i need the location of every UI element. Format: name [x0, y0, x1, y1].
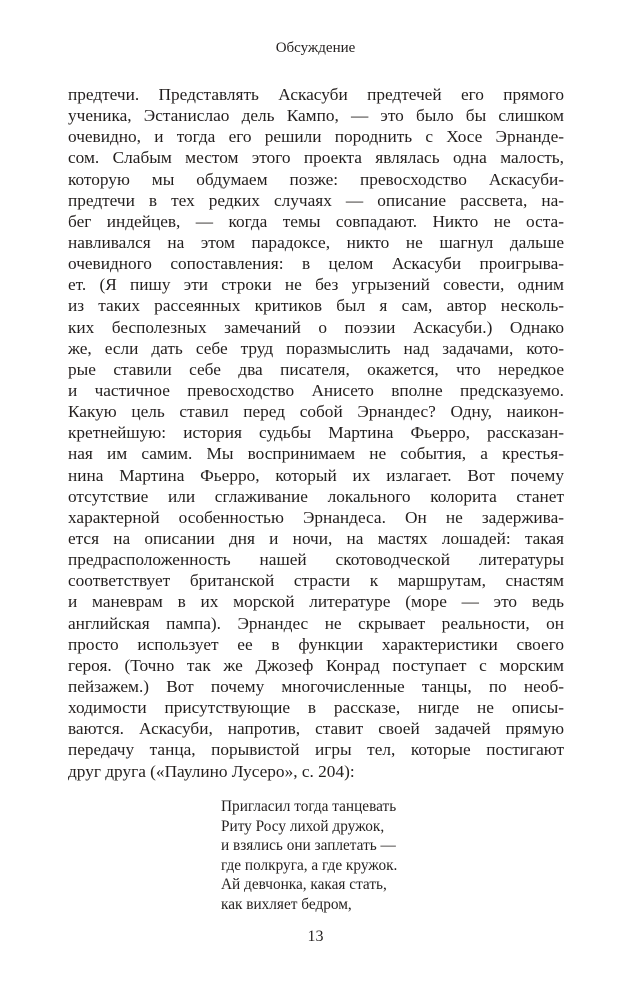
poem-line: Ай девчонка, какая стать, [221, 876, 387, 894]
text-line: соответствует британской страсти к маршрутам, снастям [68, 571, 564, 591]
text-line: просто использует ее в функции характеристики своего [68, 634, 564, 654]
text-line: пейзажем.) Вот почему многочисленные танцы, по необ- [68, 676, 564, 696]
text-line: навливался на этом парадоксе, никто не шагнул дальше [68, 232, 564, 252]
text-line: предтечи. Представлять Аскасуби предтечей его прямого [68, 85, 564, 104]
text-line: которую мы обдумаем позже: превосходство Аскасуби- [68, 169, 564, 189]
poem-quote [221, 797, 397, 915]
text-line: друг друга («Паулино Лусеро», с. 204): [68, 761, 355, 781]
text-line: ваются. Аскасуби, напротив, ставит своей задачей прямую [68, 719, 564, 739]
text-line: ких бесполезных замечаний о поэзии Аскасуби.) Однако [68, 317, 564, 337]
text-line: же, если дать себе труд поразмыслить над задачами, кото- [68, 338, 564, 358]
text-line: очевидно, и тогда его решили породнить с Хосе Эрнанде- [68, 127, 564, 147]
poem-line: где полкруга, а где кружок. [221, 856, 398, 874]
text-line: и маневрам в их морской литературе (море — это ведь [68, 592, 564, 612]
text-line: английская пампа). Эрнандес не скрывает реальности, он [68, 613, 564, 633]
text-line: нина Мартина Фьерро, который их излагает. Вот почему [68, 465, 564, 485]
text-line: и частичное превосходство Анисето вполне предсказуемо. [68, 380, 564, 400]
text-line: из таких рассеянных критиков был я сам, автор несколь- [68, 296, 564, 316]
text-line: кретнейшую: история судьбы Мартина Фьерро, рассказан- [68, 423, 564, 443]
text-line: сом. Слабым местом этого проекта являлась одна малость, [68, 148, 564, 168]
text-line: ется на описании дня и ночи, на мастях лошадей: такая [68, 528, 564, 548]
text-line: ходимости присутствующие в рассказе, нигде не описы- [68, 698, 564, 718]
text-line: отсутствие или сглаживание локального колорита станет [68, 486, 564, 506]
poem-line: Пригласил тогда танцевать [221, 798, 397, 815]
text-line: предтечи в тех редких случаях — описание рассвета, на- [68, 190, 564, 210]
text-line: ная им самим. Мы воспринимаем не события, а крестья- [68, 444, 564, 464]
body-text [68, 84, 564, 782]
text-line: передачу танца, порывистой игры тел, которые постигают [68, 740, 564, 760]
text-line: героя. (Точно так же Джозеф Конрад поступает с морским [68, 655, 564, 675]
text-line: Какую цель ставил перед собой Эрнандес? Одну, наикон- [68, 402, 564, 422]
text-line: бег индейцев, — когда темы совпадают. Никто не оста- [68, 211, 564, 231]
text-line: предрасположенность нашей скотоводческой литературы [68, 550, 564, 570]
poem-line: Риту Росу лихой дружок, [221, 817, 385, 835]
text-line: очевидного сопоставления: в целом Аскасуби проигрыва- [68, 254, 564, 274]
poem-line: и взялись они заплетать — [221, 837, 396, 855]
text-line: рые ставили себе два писателя, окажется, что нередкое [68, 359, 564, 379]
text-line: ет. (Я пишу эти строки не без угрызений совести, одним [68, 275, 564, 295]
running-header: Обсуждение [275, 40, 356, 56]
poem-line: как вихляет бедром, [221, 895, 352, 913]
text-line: ученика, Эстанислао дель Кампо, — это было бы слишком [68, 106, 564, 126]
page-number: 13 [307, 928, 324, 945]
text-line: характерной особенностью Эрнандеса. Он не задержива- [68, 507, 564, 527]
